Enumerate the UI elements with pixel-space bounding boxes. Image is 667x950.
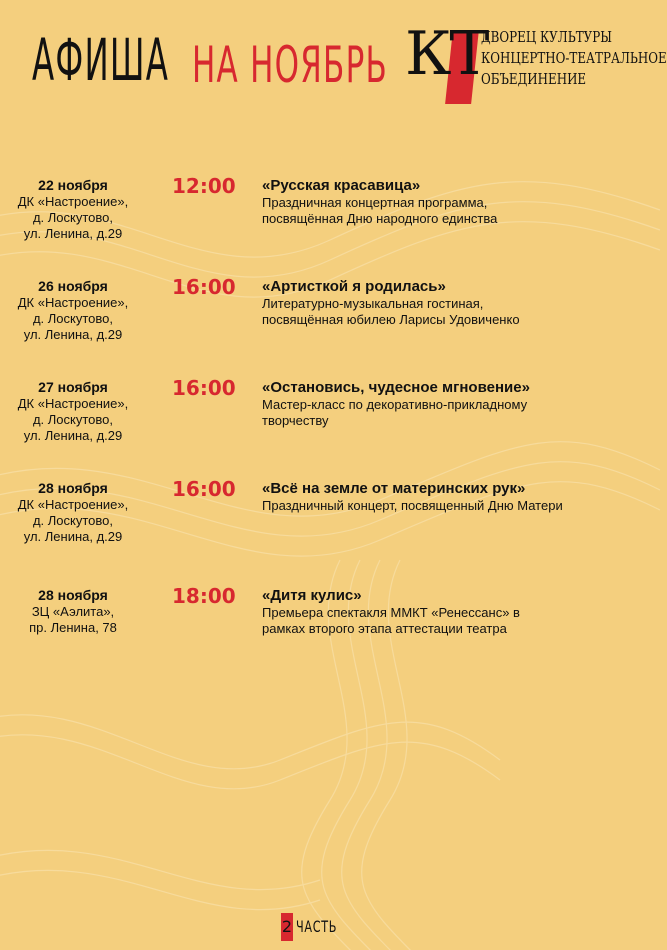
logo-line: КОНЦЕРТНО-ТЕАТРАЛЬНОЕ xyxy=(481,51,667,67)
organization-logo xyxy=(405,19,667,102)
event-title: «Всё на земле от материнских рук» xyxy=(262,480,526,497)
event-info xyxy=(262,277,617,328)
event-date: 28 ноября xyxy=(38,480,108,496)
logo-line: ДВОРЕЦ КУЛЬТУРЫ xyxy=(481,30,612,46)
header xyxy=(0,0,667,120)
event-title: «Остановись, чудесное мгновение» xyxy=(262,379,530,396)
event-description: Мастер-класс по декоративно-прикладному творчеству xyxy=(262,397,528,428)
event-title: «Артисткой я родилась» xyxy=(262,278,446,295)
event-venue-line: ул. Ленина, д.29 xyxy=(23,529,123,544)
event-when-where xyxy=(0,277,146,343)
event-when-where xyxy=(0,586,146,636)
event-info xyxy=(262,586,617,637)
event-time: 12:00 xyxy=(172,174,236,198)
event-venue-line: ЗЦ «Аэлита», xyxy=(31,604,115,619)
event-description: Литературно-музыкальная гостиная, посвящённая юбилею Ларисы Удовиченко xyxy=(262,296,520,327)
event-title: «Дитя кулис» xyxy=(262,587,362,604)
page-subtitle-month: НА НОЯБРЬ xyxy=(192,36,389,94)
event-venue-line: д. Лоскутово, xyxy=(32,210,114,225)
logo-text xyxy=(481,28,667,91)
event-info xyxy=(262,479,617,514)
event-venue-line: д. Лоскутово, xyxy=(32,513,114,528)
event-venue-line: ДК «Настроение», xyxy=(17,497,129,512)
event-info xyxy=(262,378,617,429)
event-venue-line: ДК «Настроение», xyxy=(17,295,129,310)
event-date: 28 ноября xyxy=(38,587,108,603)
event-when-where xyxy=(0,176,146,242)
part-label: ЧАСТЬ xyxy=(296,917,338,936)
event-description: Праздничная концертная программа, посвящённая Дню народного единства xyxy=(262,195,498,226)
page-number: 2 xyxy=(281,913,293,941)
event-date: 27 ноября xyxy=(38,379,108,395)
event-time: 16:00 xyxy=(172,477,236,501)
logo-line: ОБЪЕДИНЕНИЕ xyxy=(481,72,587,88)
event-venue-line: ДК «Настроение», xyxy=(17,194,129,209)
event-venue-line: пр. Ленина, 78 xyxy=(29,620,117,635)
event-when-where xyxy=(0,378,146,444)
event-time: 16:00 xyxy=(172,275,236,299)
event-title: «Русская красавица» xyxy=(262,177,421,194)
event-venue-line: ДК «Настроение», xyxy=(17,396,129,411)
event-when-where xyxy=(0,479,146,545)
event-time: 18:00 xyxy=(172,584,236,608)
event-venue-line: ул. Ленина, д.29 xyxy=(23,428,123,443)
event-info xyxy=(262,176,617,227)
event-venue-line: д. Лоскутово, xyxy=(32,412,114,427)
event-date: 22 ноября xyxy=(38,177,108,193)
event-description: Праздничный концерт, посвященный Дню Матери xyxy=(262,498,563,513)
event-time: 16:00 xyxy=(172,376,236,400)
event-venue-line: д. Лоскутово, xyxy=(32,311,114,326)
event-venue-line: ул. Ленина, д.29 xyxy=(23,327,123,342)
page-title: АФИША xyxy=(32,26,170,94)
logo-mark: КТ xyxy=(405,19,488,89)
event-date: 26 ноября xyxy=(38,278,108,294)
event-description: Премьера спектакля ММКТ «Ренессанс» в рамках второго этапа аттестации театра xyxy=(262,605,520,636)
event-venue-line: ул. Ленина, д.29 xyxy=(23,226,123,241)
